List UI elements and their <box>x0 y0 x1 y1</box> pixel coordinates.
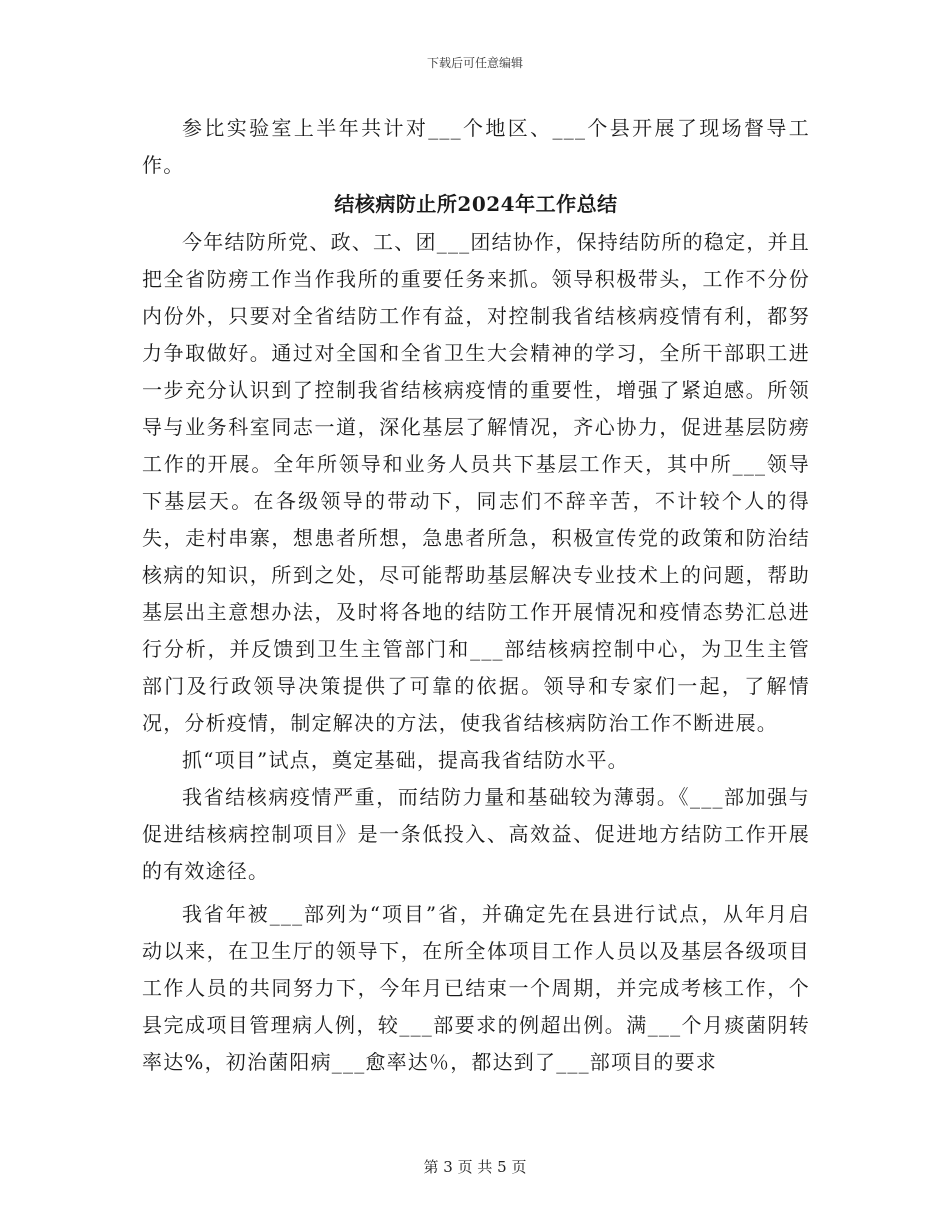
paragraph-1: 今年结防所党、政、工、团___团结协作，保持结防所的稳定，并且把全省防痨工作当作我所的重要任务来抓。领导积极带头，工作不分份内份外，只要对全省结防工作有益，对控制我省结核病疫情有利，都努力争取做好。通过对全国和全省卫生大会精神的学习，全所干部职工进一步充分认识到了控制我省结核病疫情的重要性，增强了紧迫感。所领导与业务科室同志一道，深化基层了解情况，齐心协力，促进基层防痨工作的开展。全年所领导和业务人员共下基层工作天，其中所___领导下基层天。在各级领导的带动下，同志们不辞辛苦，不计较个人的得失，走村串寨，想患者所想，急患者所急，积极宣传党的政策和防治结核病的知识，所到之处，尽可能帮助基层解决专业技术上的问题，帮助基层出主意想办法，及时将各地的结防工作开展情况和疫情态势汇总进行分析，并反馈到卫生主管部门和___部结核病控制中心，为卫生主管部门及行政领导决策提供了可靠的依据。领导和专家们一起，了解情况，分析疫情，制定解决的方法，使我省结核病防治工作不断进展。 <box>142 230 810 735</box>
page-header: 下载后可任意编辑 <box>426 56 523 70</box>
paragraph-4: 我省年被___部列为“项目”省，并确定先在县进行试点，从年月启动以来，在卫生厅的领导下，在所全体项目工作人员以及基层各级项目工作人员的共同努力下，今年月已结束一个周期，并完成考核工作，个县完成项目管理病人例，较___部要求的例超出例。满___个月痰菌阴转率达%，初治菌阳病___愈率达％，都达到了___部项目的要求 <box>142 902 810 1074</box>
document-body <box>142 110 810 1081</box>
paragraph-2: 抓“项目”试点，奠定基础，提高我省结防水平。 <box>182 748 629 772</box>
paragraph-intro: 参比实验室上半年共计对___个地区、___个县开展了现场督导工作。 <box>142 116 810 177</box>
document-title: 结核病防止所2024年工作总结 <box>334 192 618 216</box>
paragraph-3: 我省结核病疫情严重，而结防力量和基础较为薄弱。《___部加强与促进结核病控制项目》是一条低投入、高效益、促进地方结防工作开展的有效途径。 <box>142 785 810 883</box>
page-footer: 第 3 页 共 5 页 <box>423 1158 527 1176</box>
